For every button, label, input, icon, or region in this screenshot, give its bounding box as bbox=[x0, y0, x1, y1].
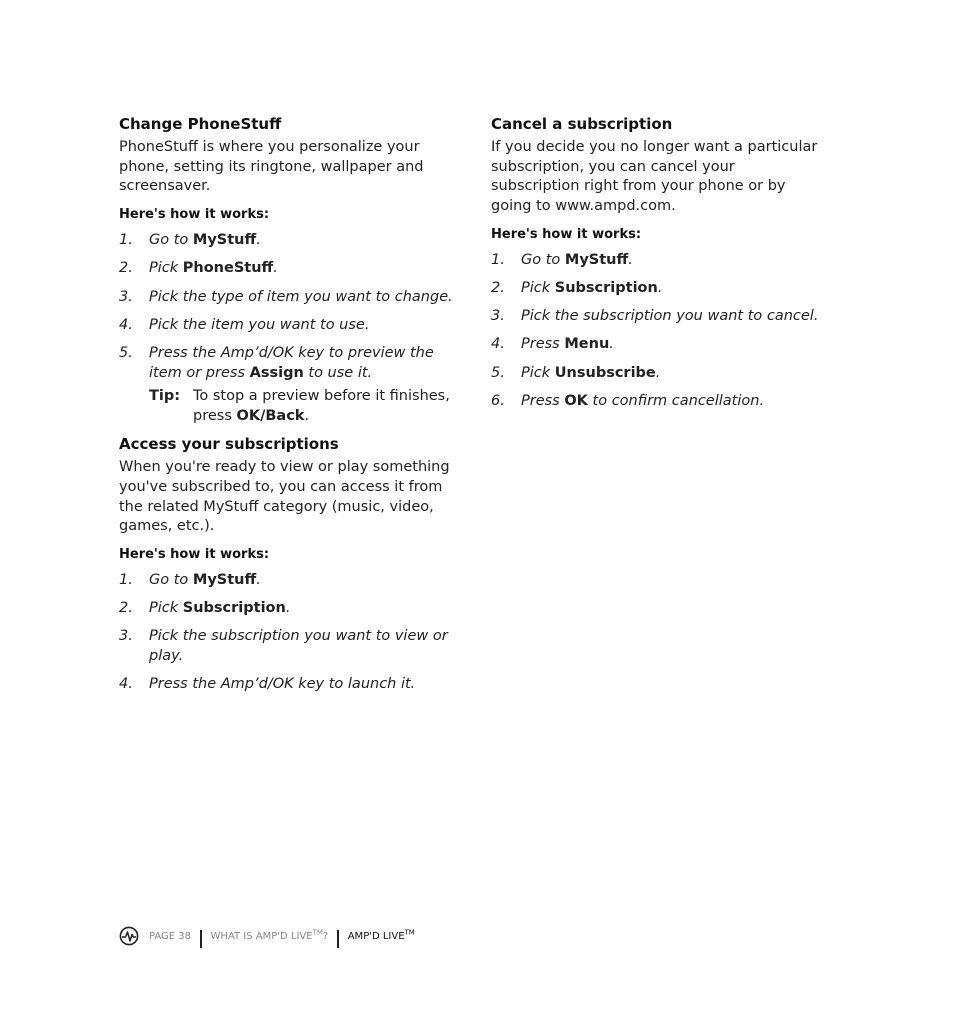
page-footer bbox=[119, 924, 415, 948]
step-item: 1. Go to MyStuff. bbox=[119, 571, 464, 591]
step-number: 1. bbox=[119, 572, 133, 589]
step-item: 1. Go to MyStuff. bbox=[119, 231, 464, 251]
step-ui-term: MyStuff bbox=[564, 251, 629, 268]
step-number: 5. bbox=[491, 364, 505, 381]
step-number: 6. bbox=[491, 392, 505, 409]
step-number: 1. bbox=[491, 251, 505, 268]
step-item: 4. Press the Amp’d/OK key to launch it. bbox=[119, 675, 464, 695]
page-number: PAGE 38 bbox=[149, 930, 192, 942]
footer-divider bbox=[200, 930, 202, 948]
how-it-works-label: Here's how it works: bbox=[119, 207, 270, 223]
section-body: If you decide you no longer want a particular subscription, you can cancel your subscription right from your phone or by going to www.ampd.com. bbox=[491, 139, 818, 215]
step-number: 4. bbox=[491, 336, 505, 353]
step-ui-term: Unsubscribe bbox=[554, 364, 656, 381]
step-number: 3. bbox=[491, 308, 505, 325]
step-ui-term: OK bbox=[564, 392, 588, 409]
step-item: 3. Pick the subscription you want to view or play. bbox=[119, 628, 448, 665]
step-number: 2. bbox=[491, 280, 505, 297]
access-subscriptions-section bbox=[119, 434, 464, 695]
step-item: 2. Pick Subscription. bbox=[119, 599, 464, 619]
step-number: 3. bbox=[119, 288, 133, 305]
step-item: 1. Go to MyStuff. bbox=[491, 251, 826, 271]
how-it-works-label: Here's how it works: bbox=[491, 226, 642, 242]
step-item: 4. Press Menu. bbox=[491, 335, 826, 355]
step-item: 3. Pick the type of item you want to change. bbox=[119, 288, 464, 308]
steps-list bbox=[491, 251, 826, 412]
footer-section-title: WHAT IS AMP'D LIVE™? bbox=[210, 928, 329, 942]
footer-divider bbox=[337, 930, 339, 948]
section-body: When you're ready to view or play something you've subscribed to, you can access it from the related MyStuff category (music, video, games, etc.). bbox=[119, 459, 450, 535]
left-column bbox=[119, 114, 464, 704]
section-heading-access-subscriptions: Access your subscriptions bbox=[119, 435, 339, 454]
step-ui-term: MyStuff bbox=[192, 572, 257, 589]
tip-label: Tip: bbox=[149, 387, 181, 404]
step-item: 5. Press the Amp’d/OK key to preview the item or press Assign to use it. bbox=[119, 344, 434, 381]
tip-key: OK/Back bbox=[236, 407, 305, 424]
step-ui-term: Subscription bbox=[554, 280, 658, 297]
ampd-logo-icon bbox=[119, 926, 139, 946]
step-number: 3. bbox=[119, 628, 133, 645]
step-item: 2. Pick Subscription. bbox=[491, 279, 826, 299]
right-column bbox=[491, 114, 826, 420]
how-it-works-label: Here's how it works: bbox=[119, 547, 270, 563]
step-ui-term: Menu bbox=[564, 336, 610, 353]
section-heading-cancel-subscription: Cancel a subscription bbox=[491, 115, 673, 133]
step-number: 1. bbox=[119, 232, 133, 249]
step-ui-term: PhoneStuff bbox=[182, 260, 274, 277]
step-ui-term: Assign bbox=[249, 364, 304, 381]
step-number: 4. bbox=[119, 316, 133, 333]
step-item: 3. Pick the subscription you want to cancel. bbox=[491, 307, 826, 327]
section-heading-change-phonestuff: Change PhoneStuff bbox=[119, 115, 282, 133]
step-item: 5. Pick Unsubscribe. bbox=[491, 364, 826, 384]
step-item: 4. Pick the item you want to use. bbox=[119, 316, 464, 336]
step-number: 5. bbox=[119, 344, 133, 361]
tip: Tip: To stop a preview before it finishes, press OK/Back. bbox=[149, 387, 450, 424]
footer-product-name: AMP'D LIVE™ bbox=[347, 928, 415, 942]
step-number: 2. bbox=[119, 600, 133, 617]
section-body: PhoneStuff is where you personalize your phone, setting its ringtone, wallpaper and screensaver. bbox=[119, 139, 424, 195]
steps-list bbox=[119, 231, 464, 383]
tip-text: To stop a preview before it finishes, press bbox=[193, 387, 450, 424]
step-item: 6. Press OK to confirm cancellation. bbox=[491, 392, 826, 412]
step-ui-term: MyStuff bbox=[192, 232, 257, 249]
step-item: 2. Pick PhoneStuff. bbox=[119, 259, 464, 279]
steps-list bbox=[119, 571, 464, 695]
step-number: 2. bbox=[119, 260, 133, 277]
step-number: 4. bbox=[119, 676, 133, 693]
step-ui-term: Subscription bbox=[182, 600, 286, 617]
